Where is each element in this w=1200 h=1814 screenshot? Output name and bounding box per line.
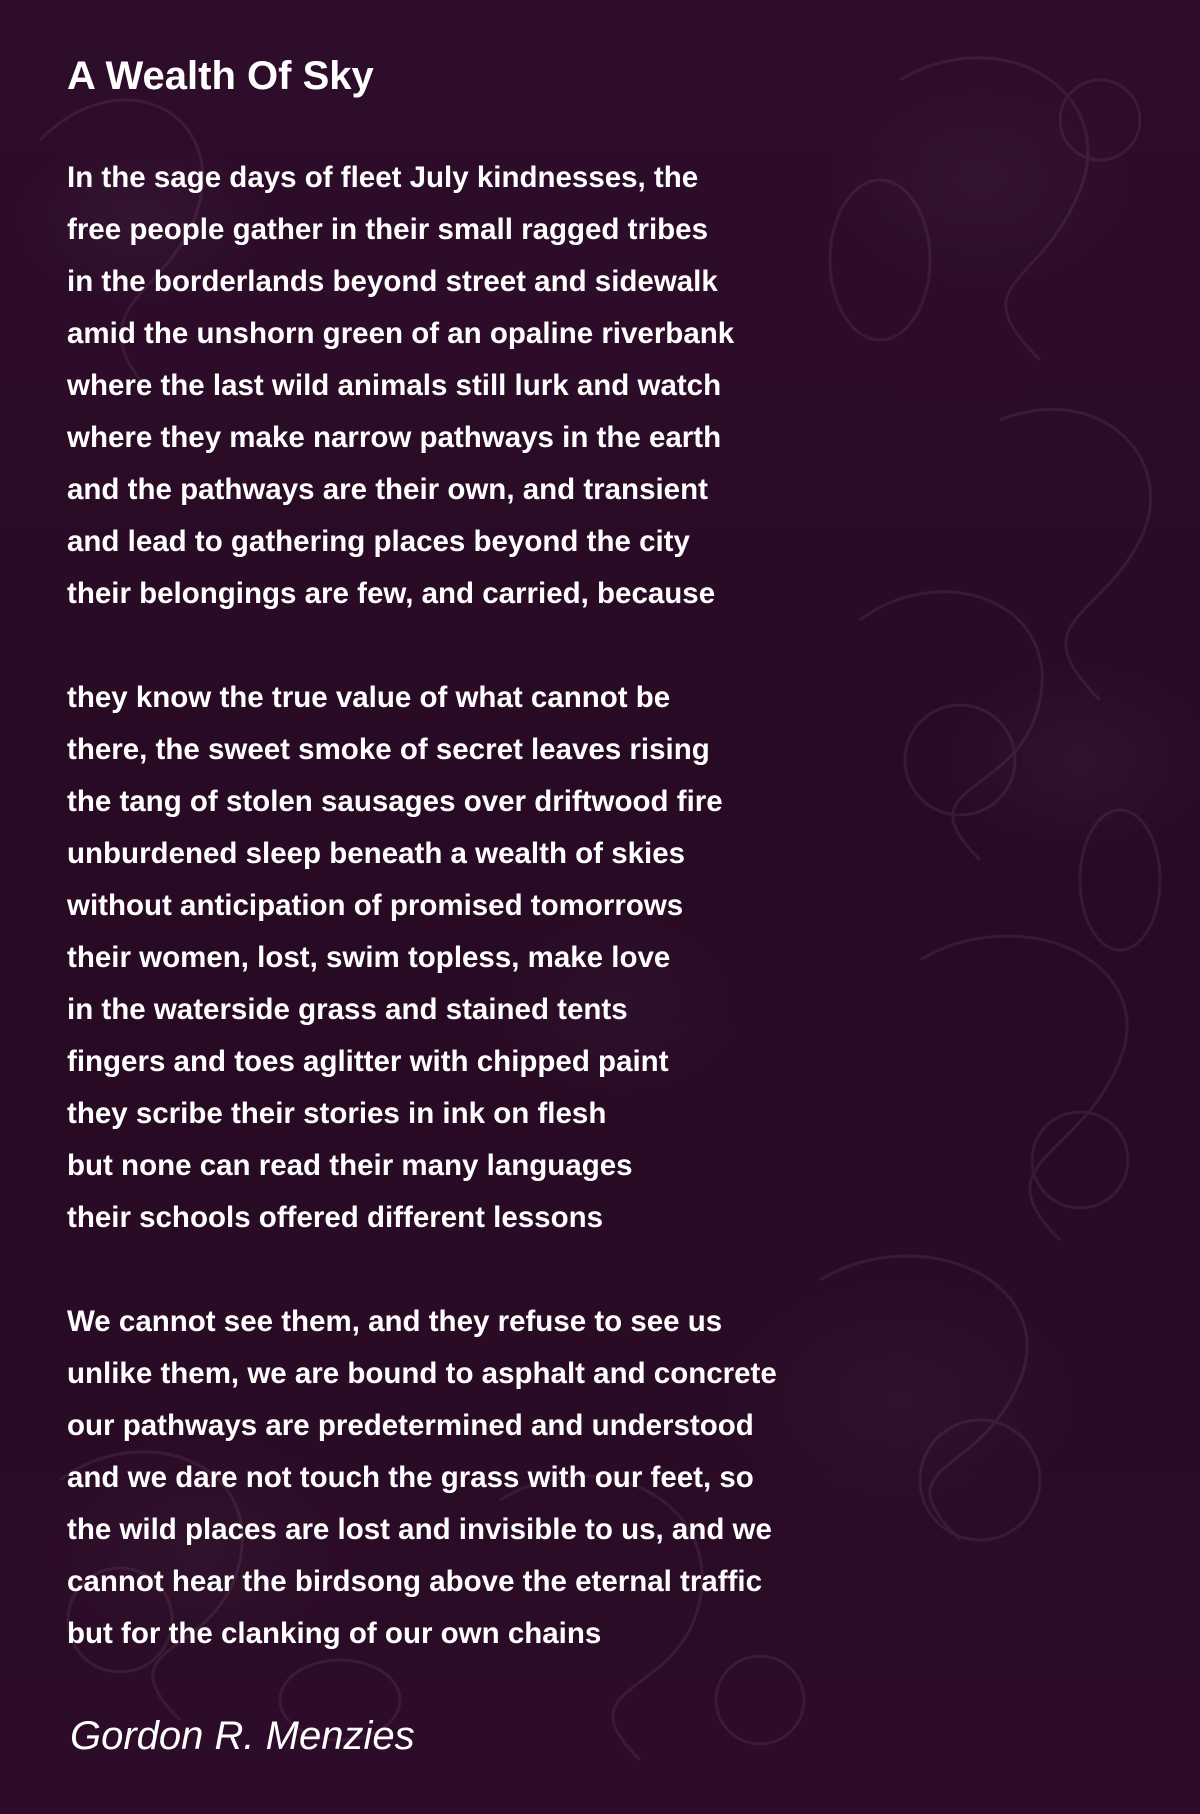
- poem-line: unlike them, we are bound to asphalt and concrete: [67, 1357, 777, 1390]
- poem-line: where the last wild animals still lurk and watch: [67, 369, 722, 402]
- poem-line: our pathways are predetermined and understood: [67, 1409, 754, 1442]
- poem-line: the wild places are lost and invisible to us, and we: [67, 1513, 772, 1546]
- poem-line: in the borderlands beyond street and sidewalk: [67, 265, 718, 298]
- poem-line: and lead to gathering places beyond the city: [67, 525, 690, 558]
- poem-line: free people gather in their small ragged tribes: [67, 213, 708, 246]
- poem-line: they know the true value of what cannot be: [67, 681, 671, 714]
- poem-title: A Wealth Of Sky: [67, 54, 374, 98]
- poem-line: in the waterside grass and stained tents: [67, 993, 628, 1026]
- poem-line: and the pathways are their own, and transient: [67, 473, 708, 506]
- poem-line: their belongings are few, and carried, because: [67, 577, 716, 610]
- poem-line: but none can read their many languages: [67, 1149, 633, 1182]
- poem-line: but for the clanking of our own chains: [67, 1617, 602, 1650]
- poem-line: without anticipation of promised tomorrows: [67, 889, 684, 922]
- poem-line: their women, lost, swim topless, make love: [67, 941, 671, 974]
- poem-author: Gordon R. Menzies: [70, 1714, 415, 1758]
- poem-line: their schools offered different lessons: [67, 1201, 604, 1234]
- stanza-1: [67, 152, 1127, 620]
- poem-line: they scribe their stories in ink on flesh: [67, 1097, 607, 1130]
- poem-line: In the sage days of fleet July kindnesses, the: [67, 161, 699, 194]
- poem-line: unburdened sleep beneath a wealth of skies: [67, 837, 686, 870]
- poem-line: the tang of stolen sausages over driftwood fire: [67, 785, 723, 818]
- stanza-3: [67, 1296, 1127, 1660]
- poem-body: [67, 152, 1127, 1712]
- poem-line: fingers and toes aglitter with chipped paint: [67, 1045, 669, 1078]
- poem-line: cannot hear the birdsong above the eternal traffic: [67, 1565, 763, 1598]
- poem-line: amid the unshorn green of an opaline riverbank: [67, 317, 735, 350]
- poem-line: We cannot see them, and they refuse to see us: [67, 1305, 723, 1338]
- poem-line: there, the sweet smoke of secret leaves rising: [67, 733, 710, 766]
- stanza-2: [67, 672, 1127, 1244]
- poem-line: where they make narrow pathways in the earth: [67, 421, 722, 454]
- poem-line: and we dare not touch the grass with our feet, so: [67, 1461, 754, 1494]
